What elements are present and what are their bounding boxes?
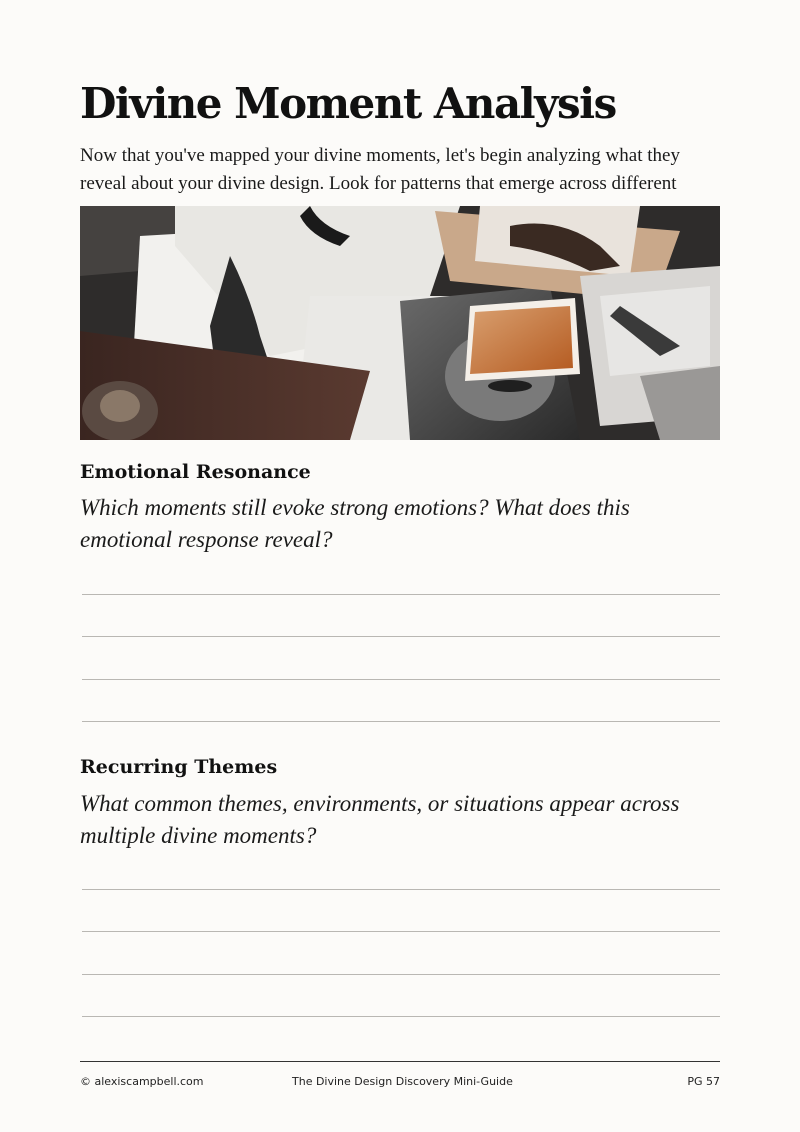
answer-line[interactable] [82,679,720,680]
section-heading-emotional-resonance: Emotional Resonance [80,461,311,483]
section-heading-recurring-themes: Recurring Themes [80,756,278,778]
photo-collage-image [80,206,720,440]
footer-guide-name: The Divine Design Discovery Mini-Guide [292,1075,513,1088]
answer-line[interactable] [82,636,720,637]
footer-page-number: PG 57 [687,1075,720,1088]
answer-line[interactable] [82,889,720,890]
answer-line[interactable] [82,931,720,932]
footer-divider [80,1061,720,1062]
answer-line[interactable] [82,1016,720,1017]
page-title: Divine Moment Analysis [80,79,616,128]
answer-line[interactable] [82,594,720,595]
answer-line[interactable] [82,721,720,722]
intro-paragraph: Now that you've mapped your divine moments, let's begin analyzing what they reveal about your divine design. Look for patterns that emerge across different [80,145,680,194]
section-prompt-recurring-themes: What common themes, environments, or situations appear across multiple divine moments? [80,791,680,848]
answer-line[interactable] [82,974,720,975]
section-prompt-emotional-resonance: Which moments still evoke strong emotions? What does this emotional response reveal? [80,495,630,552]
footer-website: © alexiscampbell.com [80,1075,204,1088]
